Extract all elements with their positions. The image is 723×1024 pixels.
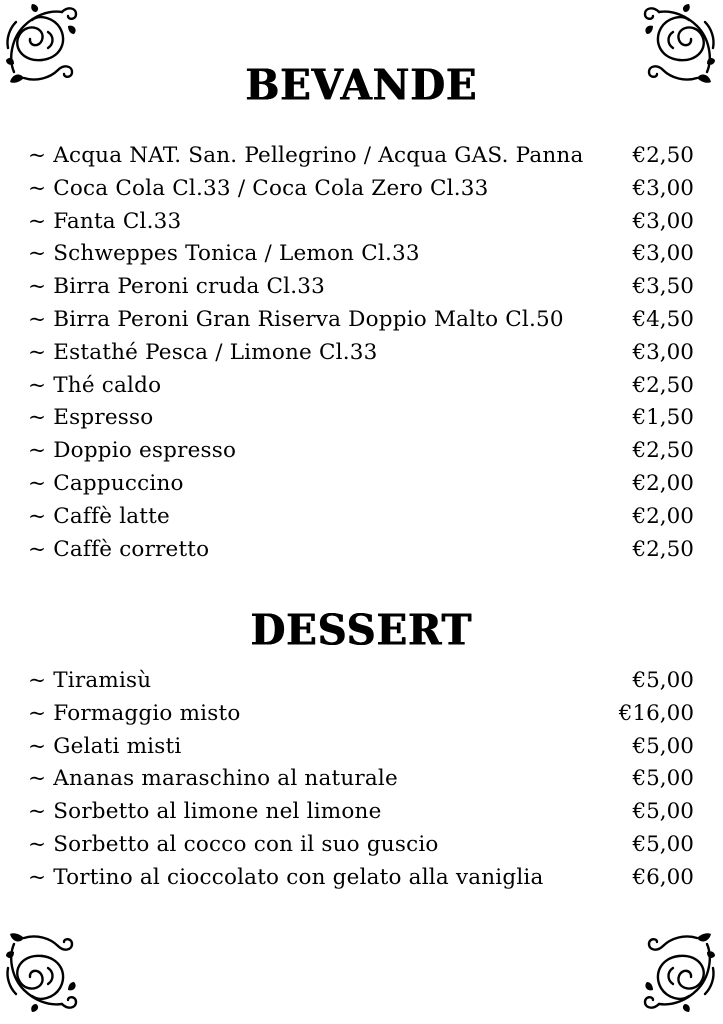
menu-item [28,862,694,895]
item-name: ~ Birra Peroni Gran Riserva Doppio Malto Cl.50 [28,306,564,332]
swirl-ornament-icon [2,926,80,1014]
item-price: €5,00 [632,733,694,759]
section-title-bevande: BEVANDE [245,60,478,111]
item-name: ~ Formaggio misto [28,700,241,726]
menu-item [28,370,694,403]
menu-item [28,534,694,567]
item-name: ~ Caffè latte [28,503,170,529]
item-name: ~ Fanta Cl.33 [28,208,182,234]
item-name: ~ Ananas maraschino al naturale [28,766,398,792]
item-name: ~ Acqua NAT. San. Pellegrino / Acqua GAS. Panna [28,143,584,168]
item-name: ~ Sorbetto al limone nel limone [28,799,382,825]
menu-item [28,501,694,534]
item-price: €2,50 [632,143,694,168]
menu-item [28,402,694,435]
item-price: €5,00 [632,766,694,792]
item-name: ~ Coca Cola Cl.33 / Coca Cola Zero Cl.33 [28,175,489,201]
item-name: ~ Doppio espresso [28,438,237,464]
menu-list-dessert [28,665,694,895]
item-name: ~ Sorbetto al cocco con il suo guscio [28,831,439,857]
menu-item [28,206,694,239]
item-price: €2,00 [632,503,694,529]
item-price: €4,50 [632,306,694,332]
menu-item [28,337,694,370]
item-price: €5,00 [632,799,694,825]
item-price: €3,00 [632,241,694,267]
item-name: ~ Estathé Pesca / Limone Cl.33 [28,339,378,365]
item-price: €2,50 [632,438,694,464]
swirl-ornament-icon [641,926,719,1014]
item-name: ~ Schweppes Tonica / Lemon Cl.33 [28,241,420,267]
item-price: €16,00 [618,700,694,726]
section-title-dessert: DESSERT [250,605,473,656]
item-price: €5,00 [632,831,694,857]
item-price: €3,50 [632,274,694,300]
menu-item [28,731,694,764]
menu-item [28,238,694,271]
item-name: ~ Thé caldo [28,372,162,398]
item-name: ~ Caffè corretto [28,536,210,562]
item-name: ~ Cappuccino [28,470,184,496]
menu-item [28,304,694,337]
item-price: €5,00 [632,668,694,693]
item-name: ~ Gelati misti [28,733,182,759]
menu-item [28,140,694,173]
item-price: €3,00 [632,208,694,234]
item-price: €2,50 [632,372,694,398]
menu-item [28,796,694,829]
menu-item [28,763,694,796]
menu-list-bevande [28,140,694,566]
item-price: €6,00 [632,864,694,890]
item-name: ~ Espresso [28,405,154,431]
item-price: €3,00 [632,175,694,201]
menu-item [28,271,694,304]
menu-item [28,829,694,862]
menu-item [28,698,694,731]
item-price: €1,50 [632,405,694,431]
item-price: €3,00 [632,339,694,365]
item-price: €2,50 [632,536,694,562]
menu-item [28,468,694,501]
menu-item [28,435,694,468]
item-price: €2,00 [632,470,694,496]
item-name: ~ Birra Peroni cruda Cl.33 [28,274,326,300]
item-name: ~ Tortino al cioccolato con gelato alla vaniglia [28,864,544,890]
item-name: ~ Tiramisù [28,668,152,693]
menu-item [28,173,694,206]
menu-item [28,665,694,698]
